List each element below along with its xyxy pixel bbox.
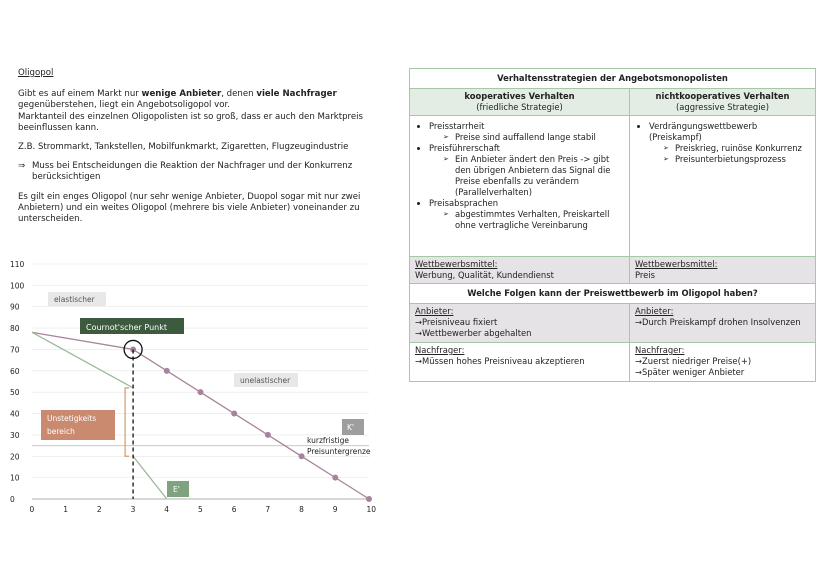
- y-tick-label: 100: [10, 281, 25, 291]
- mittel-coop: [410, 257, 630, 283]
- x-tick-label: 10: [366, 505, 377, 514]
- arrow-note-text: Muss bei Entscheidungen die Reaktion der Nachfrager und der Konkurrenz berücksichtigen: [32, 161, 353, 183]
- list-item: →Müssen hohes Preisniveau akzeptieren: [415, 356, 585, 366]
- nachfrager-coop: [410, 343, 630, 381]
- data-point: [299, 453, 305, 459]
- anbieter-noncoop: [630, 304, 815, 342]
- list-item: →Später weniger Anbieter: [635, 367, 745, 377]
- list-item: • Preisführerschaft ➢ Ein Anbieter ändert den Preis -> gibt den übrigen Anbietern das Signal die Preise ebenfalls zu verändern (Parallelverhalten): [429, 143, 624, 198]
- mittel-noncoop-text: Preis: [635, 270, 656, 280]
- y-tick-label: 10: [10, 473, 20, 483]
- col-head-coop-sub: (friedliche Strategie): [476, 102, 563, 112]
- y-tick-label: 90: [10, 302, 20, 312]
- intro-bold-anbieter: wenige Anbieter: [141, 89, 222, 100]
- data-point: [231, 411, 237, 417]
- col-head-coop: [410, 89, 630, 115]
- inelastic-label: unelastischer: [240, 376, 291, 385]
- short-term-label: kurzfristige: [307, 436, 350, 445]
- intro-bold-nachfrager: viele Nachfrager: [256, 89, 337, 100]
- x-tick-label: 6: [231, 505, 237, 514]
- anbieter-label: Anbieter:: [635, 306, 674, 316]
- sub-list-item: ➢ abgestimmtes Verhalten, Preiskartell ohne vertragliche Vereinbarung: [445, 209, 624, 231]
- y-tick-label: 50: [10, 388, 20, 398]
- question-heading: Welche Folgen kann der Preiswettbewerb im Oligopol haben?: [467, 288, 758, 298]
- mittel-label: Wettbewerbsmittel:: [635, 259, 718, 269]
- x-tick-label: 7: [265, 505, 271, 514]
- mittel-noncoop: [630, 257, 815, 283]
- intro-text: , denen: [221, 89, 257, 100]
- nachfrager-noncoop: [630, 343, 815, 381]
- list-item: →Preisniveau fixiert: [415, 317, 498, 327]
- col-head-noncoop-title: nichtkooperatives Verhalten: [655, 91, 790, 101]
- list-item: →Durch Preiskampf drohen Insolvenzen: [635, 317, 801, 327]
- list-item: • Verdrängungswettbewerb (Preiskampf) ➢ Preiskrieg, ruinöse Konkurrenz ➢ Preisunterbietungsprozess: [649, 121, 810, 165]
- nachfrager-label: Nachfrager:: [415, 345, 465, 355]
- x-tick-label: 2: [96, 505, 102, 514]
- k-label: K': [347, 423, 354, 432]
- noncoop-strategies: [630, 116, 815, 256]
- sub-list-item: ➢ Preise sind auffallend lange stabil: [445, 132, 624, 143]
- col-head-coop-title: kooperatives Verhalten: [464, 91, 575, 101]
- mittel-label: Wettbewerbsmittel:: [415, 259, 498, 269]
- arrow-note: [18, 161, 388, 183]
- elastic-label: elastischer: [54, 295, 95, 304]
- sub-list-item: ➢ Ein Anbieter ändert den Preis -> gibt den übrigen Anbietern das Signal die Preise ebenfalls zu verändern (Parallelverhalten): [445, 154, 624, 198]
- y-tick-label: 40: [10, 409, 20, 419]
- x-tick-label: 5: [198, 505, 203, 514]
- intro-text: Gibt es auf einem Markt nur: [18, 89, 142, 100]
- y-tick-label: 110: [10, 260, 25, 269]
- intro-text-marktanteil: Marktanteil des einzelnen Oligopolisten ist so groß, dass er auch den Marktpreis beeinflussen kann.: [18, 111, 364, 133]
- page-title: Oligopol: [18, 68, 54, 78]
- col-head-noncoop: [630, 89, 815, 115]
- unstetig-label: Unstetigkeits: [47, 414, 97, 423]
- y-tick-label: 70: [10, 345, 20, 355]
- coop-strategies: [410, 116, 630, 256]
- mittel-coop-text: Werbung, Qualität, Kundendienst: [415, 270, 554, 280]
- data-point: [265, 432, 271, 438]
- y-tick-label: 80: [10, 324, 20, 334]
- col-head-noncoop-sub: (aggressive Strategie): [676, 102, 769, 112]
- sub-list-item: ➢ Preisunterbietungsprozess: [665, 154, 810, 165]
- strategy-table: [409, 68, 816, 382]
- intro-text: gegenüberstehen, liegt ein Angebotsoligopol vor.: [18, 100, 230, 111]
- intro-paragraph: [18, 89, 388, 134]
- short-term-label: Preisuntergrenze: [307, 447, 371, 456]
- x-tick-label: 0: [29, 505, 35, 514]
- data-point: [366, 496, 372, 502]
- x-tick-label: 8: [299, 505, 304, 514]
- x-tick-label: 3: [130, 505, 136, 514]
- e-label: E': [173, 485, 180, 494]
- cournot-label: Cournot'scher Punkt: [86, 323, 167, 332]
- list-item: →Zuerst niedriger Preise(+): [635, 356, 752, 366]
- list-item: • Preisstarrheit ➢ Preise sind auffallend lange stabil: [429, 121, 624, 143]
- data-point: [198, 389, 204, 395]
- x-tick-label: 4: [164, 505, 170, 514]
- y-tick-label: 60: [10, 366, 20, 376]
- anbieter-coop: [410, 304, 630, 342]
- sub-list-item: ➢ Preiskrieg, ruinöse Konkurrenz: [665, 143, 810, 154]
- y-tick-label: 0: [10, 495, 15, 504]
- list-item: →Wettbewerber abgehalten: [415, 328, 532, 338]
- anbieter-label: Anbieter:: [415, 306, 454, 316]
- examples-text: Z.B. Strommarkt, Tankstellen, Mobilfunkmarkt, Zigaretten, Flugzeugindustrie: [18, 142, 349, 153]
- x-tick-label: 9: [332, 505, 338, 514]
- left-text-block: [18, 68, 388, 233]
- implies-arrow-icon: ⇒: [18, 161, 26, 172]
- nachfrager-label: Nachfrager:: [635, 345, 685, 355]
- list-item: • Preisabsprachen ➢ abgestimmtes Verhalten, Preiskartell ohne vertragliche Vereinbarung: [429, 198, 624, 231]
- oligopol-chart: [0, 255, 400, 520]
- table-title: Verhaltensstrategien der Angebotsmonopolisten: [497, 73, 728, 83]
- unstetig-label: bereich: [47, 427, 75, 436]
- y-tick-label: 20: [10, 452, 20, 462]
- y-tick-label: 30: [10, 430, 20, 440]
- x-tick-label: 1: [63, 505, 68, 514]
- closing-text: Es gilt ein enges Oligopol (nur sehr wenige Anbieter, Duopol sogar mit nur zwei Anbietern) und ein weites Oligopol (mehrere bis viele Anbieter) voneinander zu unterscheiden.: [18, 191, 361, 225]
- data-point: [164, 368, 170, 374]
- data-point: [332, 475, 338, 481]
